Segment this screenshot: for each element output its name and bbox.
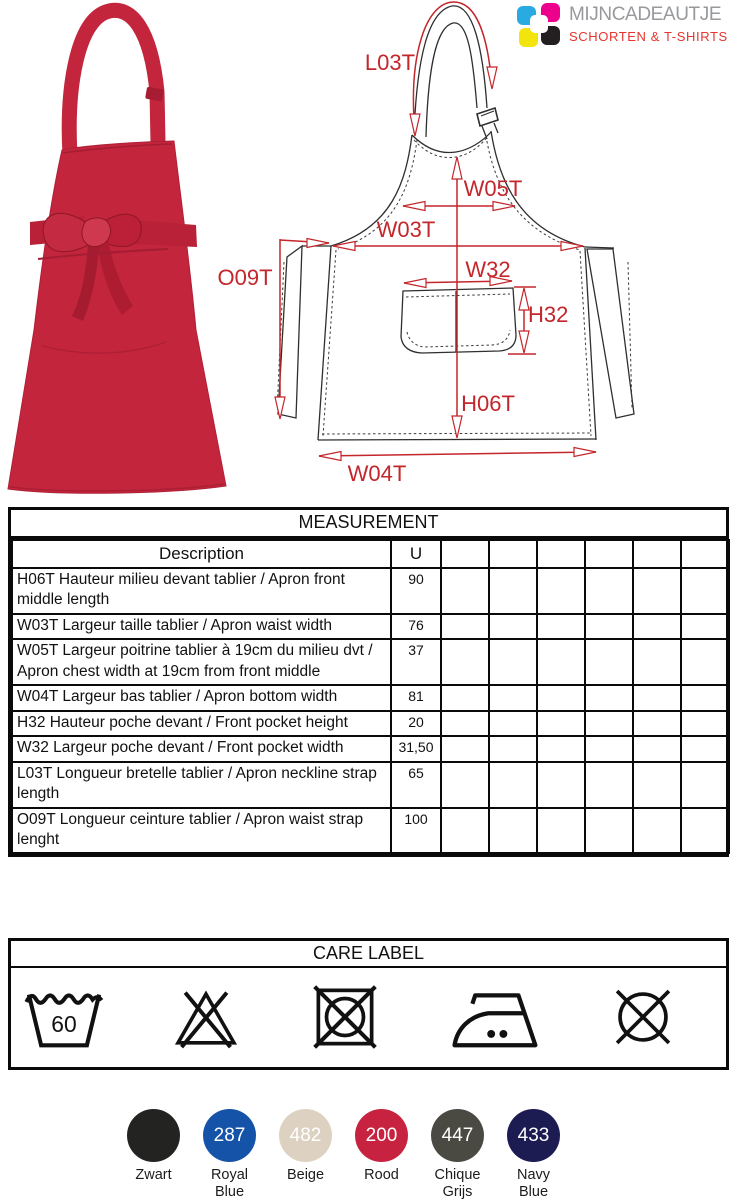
dimension-labels [217,50,568,486]
empty-cell [489,762,537,808]
empty-cell [537,762,585,808]
dimension-lines [280,2,596,456]
table-row [12,685,729,710]
row-description: L03T Longueur bretelle tablier / Apron neckline strap length [12,762,391,808]
swatch-circle: 200 [355,1109,408,1162]
table-row [12,808,729,854]
empty-cell [633,762,681,808]
table-row [12,614,729,639]
swatch-navy-blue [507,1109,560,1200]
diagram-stitching [277,136,632,436]
brand-tagline: SCHORTEN & T-SHIRTS [569,28,728,44]
empty-cell [585,614,633,639]
empty-cell [537,685,585,710]
wash-temperature: 60 [51,1010,77,1037]
empty-cell [489,568,537,614]
empty-cell [489,711,537,736]
empty-cell [633,711,681,736]
row-value: 100 [391,808,441,854]
empty-cell [489,808,537,854]
apron-photo [0,0,232,500]
brand-name: MIJNCADEAUTJE [569,4,722,25]
table-row [12,762,729,808]
empty-cell [681,762,729,808]
empty-cell [681,685,729,710]
do-not-tumble-dry-icon [308,980,382,1054]
empty-cell [585,568,633,614]
color-swatches [0,1109,737,1200]
apron-measurement-diagram [210,0,737,500]
care-label-title: CARE LABEL [11,941,726,968]
table-row [12,639,729,685]
swatch-zwart [127,1109,180,1200]
label-W04T: W04T [347,461,407,486]
row-description: W05T Largeur poitrine tablier à 19cm du milieu dvt / Apron chest width at 19cm from front middle [12,639,391,685]
table-row [12,711,729,736]
row-description: O09T Longueur ceinture tablier / Apron waist strap lenght [12,808,391,854]
brand-logo-icon [517,3,562,48]
row-description: H06T Hauteur milieu devant tablier / Apron front middle length [12,568,391,614]
unit-header: U [391,540,441,568]
row-description: W04T Largeur bas tablier / Apron bottom width [12,685,391,710]
swatch-circle: 482 [279,1109,332,1162]
swatch-label: Beige [286,1167,325,1183]
empty-cell [441,711,489,736]
empty-cell [489,614,537,639]
swatch-label: Navy Blue [516,1167,551,1200]
empty-cell [585,762,633,808]
empty-cell [489,685,537,710]
row-value: 76 [391,614,441,639]
empty-cell [441,808,489,854]
row-description: W32 Largeur poche devant / Front pocket width [12,736,391,761]
empty-cell [441,685,489,710]
row-description: H32 Hauteur poche devant / Front pocket height [12,711,391,736]
empty-cell [537,736,585,761]
empty-header [681,540,729,568]
swatch-circle: 447 [431,1109,484,1162]
empty-cell [537,568,585,614]
swatch-circle: 287 [203,1109,256,1162]
swatch-beige [279,1109,332,1200]
empty-header [489,540,537,568]
do-not-bleach-icon [170,984,242,1050]
row-value: 20 [391,711,441,736]
empty-cell [633,685,681,710]
swatch-label: Chique Grijs [434,1167,481,1200]
label-O09T: O09T [217,265,273,290]
wash-60-icon [23,984,105,1051]
label-W32: W32 [465,257,511,282]
swatch-chique-grijs [431,1109,484,1200]
empty-cell [633,639,681,685]
description-header: Description [12,540,391,568]
photo-neck-strap [69,10,158,155]
empty-cell [681,711,729,736]
row-value: 31,50 [391,736,441,761]
empty-cell [441,762,489,808]
row-value: 37 [391,639,441,685]
row-value: 65 [391,762,441,808]
empty-cell [489,639,537,685]
do-not-dry-clean-icon [606,980,680,1054]
empty-cell [633,736,681,761]
swatch-rood [355,1109,408,1200]
row-value: 81 [391,685,441,710]
dimension-arrows [275,67,596,461]
measurement-table-title: MEASUREMENT [11,510,726,539]
swatch-label: Royal Blue [210,1167,249,1200]
photo-apron-body [8,141,226,493]
empty-cell [681,639,729,685]
label-W05T: W05T [463,176,523,201]
label-H32: H32 [528,302,569,327]
empty-cell [537,711,585,736]
empty-cell [633,808,681,854]
row-description: W03T Largeur taille tablier / Apron waist width [12,614,391,639]
label-H06T: H06T [461,391,515,416]
empty-header [441,540,489,568]
swatch-label: Zwart [135,1167,172,1183]
empty-cell [681,736,729,761]
empty-cell [537,614,585,639]
empty-cell [441,736,489,761]
empty-cell [441,639,489,685]
empty-cell [633,614,681,639]
label-W03T: W03T [376,217,436,242]
empty-cell [633,568,681,614]
table-row [12,568,729,614]
empty-cell [585,736,633,761]
empty-cell [585,685,633,710]
empty-cell [441,568,489,614]
empty-header [585,540,633,568]
empty-cell [585,711,633,736]
empty-header [633,540,681,568]
diagram-outline [278,6,634,440]
empty-cell [585,808,633,854]
label-L03T: L03T [364,50,416,75]
empty-header [537,540,585,568]
table-row [12,736,729,761]
swatch-circle: 433 [507,1109,560,1162]
iron-two-dots-icon [447,985,541,1049]
swatch-royal-blue [203,1109,256,1200]
table-header-row [12,540,729,568]
empty-cell [681,614,729,639]
brand-logo-text [569,3,728,44]
brand-logo [517,3,728,48]
empty-cell [441,614,489,639]
empty-cell [681,808,729,854]
care-label-section [8,938,729,1070]
diagram-buckle [477,108,498,126]
row-value: 90 [391,568,441,614]
swatch-label: Rood [364,1167,399,1183]
empty-cell [537,808,585,854]
empty-cell [537,639,585,685]
swatch-circle [127,1109,180,1162]
measurement-table [8,507,729,857]
empty-cell [489,736,537,761]
empty-cell [681,568,729,614]
empty-cell [585,639,633,685]
